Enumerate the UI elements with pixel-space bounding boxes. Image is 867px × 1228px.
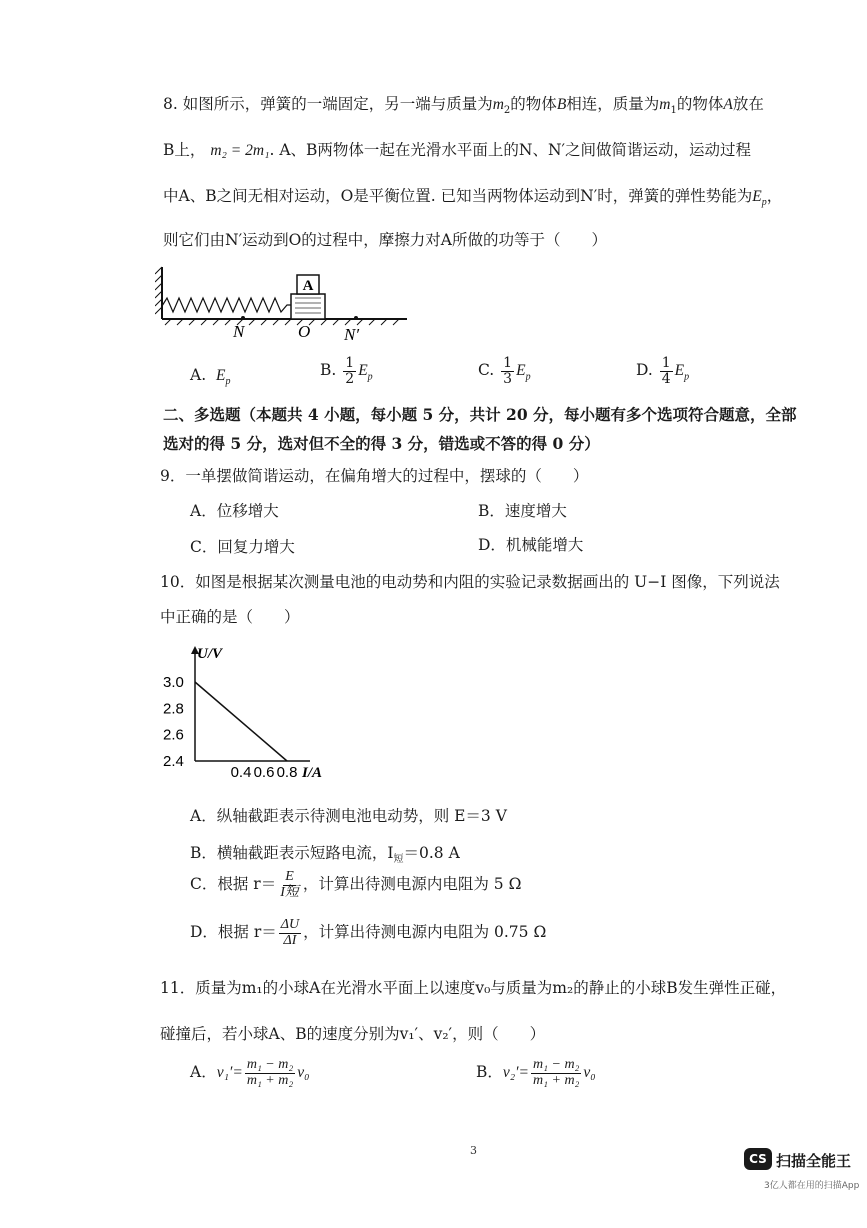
q11-option-a: A．v₁′= $\frac{\text{m₁ − m₂}}{\text{m₁ + m₂}}$ v₀ [190, 1057, 310, 1088]
x-axis-label: I/A [302, 765, 323, 781]
watermark-tagline: 3亿人都在用的扫描App [764, 1181, 860, 1191]
page-number: 3 [470, 1144, 477, 1157]
q10-line2: 中正确的是（ ） [160, 608, 300, 626]
y-tick-label: 2.6 [163, 726, 184, 744]
ui-data-line [195, 682, 287, 761]
q8-option-d: D. $\frac{1}{4}$ $E_p$ [636, 355, 690, 387]
q10-line1: 10．如图是根据某次测量电池的电动势和内阻的实验记录数据画出的 U−I 图像，下列说法 [160, 573, 780, 591]
wall-hatch [155, 267, 162, 314]
spring-figure [155, 262, 415, 342]
q10-option-c: C．根据 r＝ $\frac{E}{\text{I短}}$ ，计算出待测电源内电阻为 5 Ω [190, 869, 522, 900]
x-tick-label: 0.8 [276, 764, 298, 781]
camscanner-logo-icon: CS [744, 1148, 772, 1170]
q9-option-a: A．位移增大 [190, 502, 279, 520]
q8-option-c: C. $\frac{1}{3}$ $E_p$ [478, 355, 531, 387]
q8-option-a: A. $E_p$ [190, 366, 231, 388]
q10-option-b: B．横轴截距表示短路电流，$I_短=0.8$ A [190, 844, 460, 866]
q9-option-b: B．速度增大 [478, 502, 567, 520]
y-tick-label: 2.8 [163, 700, 184, 718]
spring-coil [162, 298, 291, 312]
q11-line1: 11．质量为m₁的小球A在光滑水平面上以速度v₀与质量为m₂的静止的小球B发生弹性正碰， [160, 979, 787, 997]
q10-option-a: A．纵轴截距表示待测电池电动势，则 E＝3 V [190, 807, 507, 825]
y-axis-label: U/V [197, 646, 223, 662]
point-n [241, 316, 245, 320]
q9-option-c: C．回复力增大 [190, 538, 295, 556]
q8-option-b: B. $\frac{1}{2}$ $E_p$ [320, 355, 373, 387]
x-tick-label: 0.4 [230, 764, 252, 781]
section2-line2: 选对的得 5 分，选对但不全的得 3 分，错选或不答的得 0 分） [163, 434, 600, 453]
point-n-prime [354, 316, 358, 320]
q8-line2: B上， m₂ = 2m₁. A、B两物体一起在光滑水平面上的N、N′之间做简谐运动，运动过程 [163, 141, 752, 159]
y-tick-label: 3.0 [163, 674, 184, 691]
q8-line1: 8. 如图所示，弹簧的一端固定，另一端与质量为$m_2$的物体B相连，质量为$m_1$的物体A放在 [163, 95, 764, 117]
q11-line2: 碰撞后，若小球A、B的速度分别为v₁′、v₂′，则（ ） [160, 1025, 546, 1043]
q8-line3: 中A、B之间无相对运动，O是平衡位置. 已知当两物体运动到N′时，弹簧的弹性势能为$E_p$， [163, 187, 783, 209]
q10-option-d: D．根据 r＝ $\frac{\Delta U}{\Delta I}$ ，计算出待测电源内电阻为 0.75 Ω [190, 917, 547, 948]
section2-line1: 二、多选题（本题共 4 小题，每小题 5 分，共计 20 分，每小题有多个选项符合题意，全部 [163, 405, 797, 424]
label-o: O [298, 322, 311, 341]
q11-option-b: B．v₂′= $\frac{\text{m₁ − m₂}}{\text{m₁ + m₂}}$ v₀ [476, 1057, 596, 1088]
y-tick-label: 2.4 [163, 753, 184, 770]
label-n-prime: N′ [344, 325, 360, 342]
watermark-name: 扫描全能王 [776, 1152, 852, 1170]
ui-chart [160, 640, 340, 785]
block-a-label: A [302, 278, 314, 294]
q8-line4: 则它们由N′运动到O的过程中，摩擦力对A所做的功等于（ ） [163, 231, 607, 249]
q9-stem: 9．一单摆做简谐运动，在偏角增大的过程中，摆球的（ ） [160, 467, 589, 485]
q9-option-d: D．机械能增大 [478, 536, 584, 554]
label-n: N [233, 322, 245, 341]
x-tick-label: 0.6 [253, 764, 275, 781]
